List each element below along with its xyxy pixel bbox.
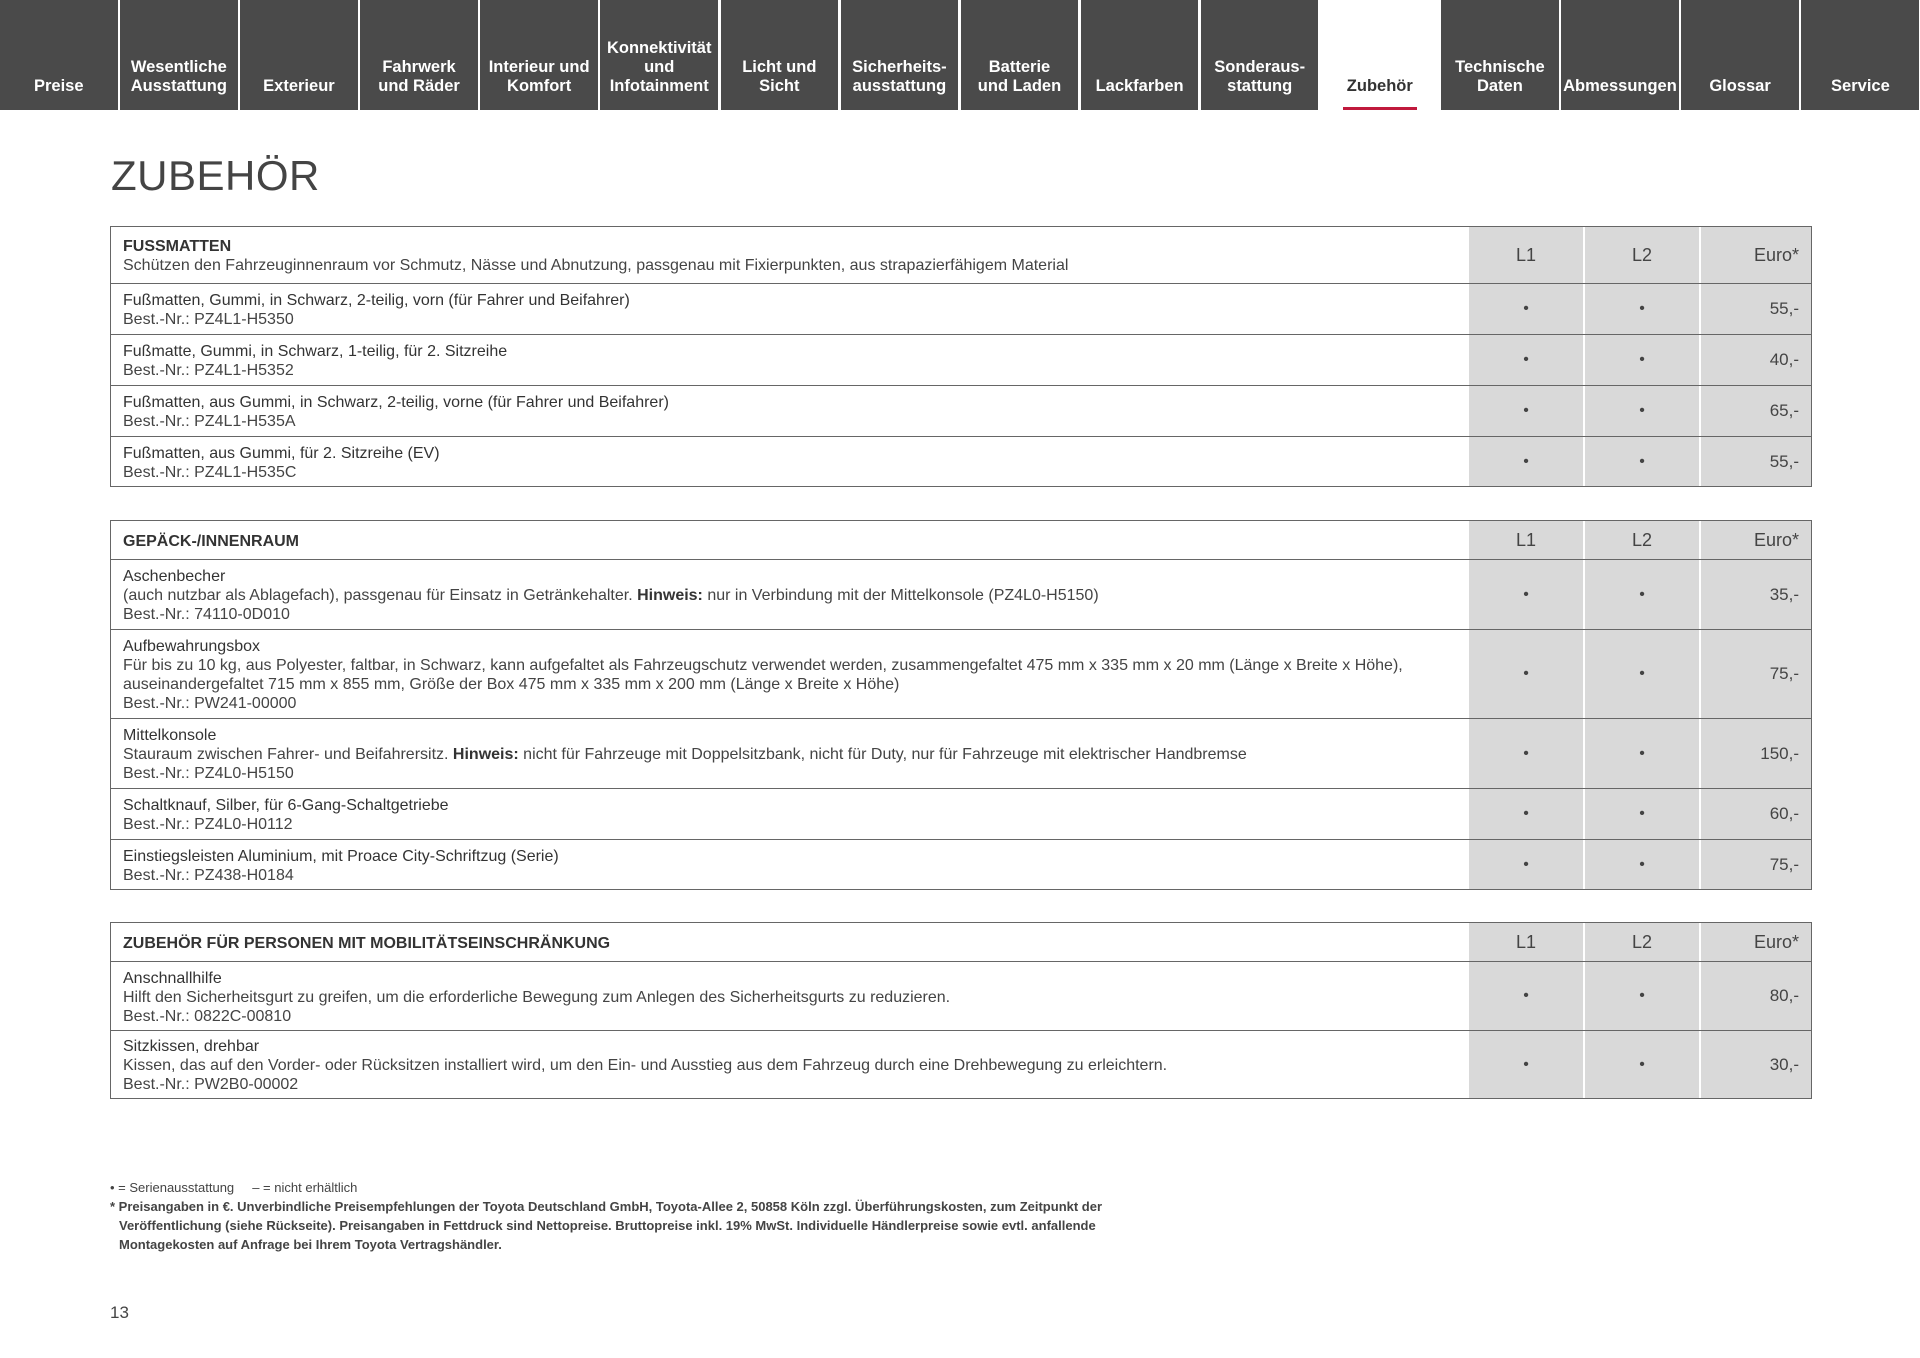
item-cell <box>111 560 1469 629</box>
l2-value: • <box>1585 1031 1699 1098</box>
item-description: Kissen, das auf den Vorder- oder Rücksitzen installiert wird, um den Ein- und Ausstieg aus dem Fahrzeug durch eine Drehbewegung zu erleichtern. <box>123 1057 1168 1074</box>
l1-value: • <box>1469 437 1583 486</box>
l2-value: • <box>1585 284 1699 334</box>
mobilitaet-table <box>110 922 1812 1099</box>
price-value: 150,- <box>1701 719 1811 788</box>
tab-label: Sonderaus- stattung <box>1214 58 1306 95</box>
col-euro: Euro* <box>1701 923 1811 961</box>
item-name: Mittelkonsole <box>123 727 217 744</box>
item-name: Fußmatten, aus Gummi, für 2. Sitzreihe (EV) <box>123 444 440 462</box>
item-name: Fußmatte, Gummi, in Schwarz, 1-teilig, für 2. Sitzreihe <box>123 343 508 360</box>
tab-label: Zubehör <box>1346 77 1413 95</box>
l1-value: • <box>1469 560 1583 629</box>
price-value: 75,- <box>1701 840 1811 889</box>
item-name: Aschenbecher <box>123 568 226 585</box>
l1-value: • <box>1469 335 1583 385</box>
l1-value: • <box>1469 284 1583 334</box>
item-cell <box>111 335 1469 385</box>
price-value: 55,- <box>1701 437 1811 486</box>
item-name: Fußmatten, Gummi, in Schwarz, 2-teilig, vorn (für Fahrer und Beifahrer) <box>123 292 630 309</box>
item-description: Für bis zu 10 kg, aus Polyester, faltbar, in Schwarz, kann aufgefaltet als Fahrzeugschutz verwendet werden, zusammengefaltet 475 mm x 335 mm x 20 mm (Länge x Breite x Höhe), auseinandergefaltet 715 mm x 855 mm, Größe der Box 475 mm x 335 mm x 200 mm (Länge x Breite x Höhe) <box>123 657 1403 693</box>
table-row <box>111 629 1811 718</box>
legend-note: • = Serienausstattung – = nicht erhältlich <box>110 1180 358 1195</box>
l2-value: • <box>1585 719 1699 788</box>
l1-value: • <box>1469 840 1583 889</box>
tab-label: Preise <box>33 77 84 95</box>
tab-label: Glossar <box>1709 77 1771 95</box>
tab-label: Service <box>1831 77 1890 95</box>
tab-sonderausstattung[interactable] <box>1201 0 1319 110</box>
item-name: Fußmatten, aus Gummi, in Schwarz, 2-teilig, vorne (für Fahrer und Beifahrer) <box>123 394 669 411</box>
tab-label: Licht und Sicht <box>742 58 817 95</box>
section-nav <box>0 0 1920 110</box>
price-value: 30,- <box>1701 1031 1811 1098</box>
price-value: 35,- <box>1701 560 1811 629</box>
item-description: Stauraum zwischen Fahrer- und Beifahrersitz. Hinweis: nicht für Fahrzeuge mit Doppelsitzbank, nicht für Duty, nur für Fahrzeuge mit elektrischer Handbremse <box>123 746 1247 763</box>
gepaeck-table <box>110 520 1812 890</box>
col-euro: Euro* <box>1701 521 1811 559</box>
tab-label: Fahrwerk und Räder <box>378 58 460 95</box>
l2-value: • <box>1585 335 1699 385</box>
item-part-number: Best.-Nr.: PZ4L0-H0112 <box>123 816 293 833</box>
table-header <box>111 227 1811 283</box>
tab-konnektivitaet[interactable] <box>600 0 718 110</box>
table-row <box>111 718 1811 788</box>
tab-label: Lackfarben <box>1095 77 1184 95</box>
item-part-number: Best.-Nr.: PZ4L1-H535C <box>123 463 297 481</box>
table-row <box>111 839 1811 889</box>
table-row <box>111 385 1811 436</box>
section-title: FUSSMATTEN <box>123 238 232 255</box>
item-cell <box>111 962 1469 1030</box>
table-header <box>111 923 1811 961</box>
col-l1: L1 <box>1469 521 1583 559</box>
header-cell <box>111 923 1469 961</box>
item-cell <box>111 386 1469 436</box>
section-subtitle: Schützen den Fahrzeuginnenraum vor Schmutz, Nässe und Abnutzung, passgenau mit Fixierpunkten, aus strapazierfähigem Material <box>123 257 1069 274</box>
item-part-number: Best.-Nr.: 74110-0D010 <box>123 606 290 623</box>
tab-label: Abmessungen <box>1563 77 1677 95</box>
tab-label: Interieur und Komfort <box>488 58 590 95</box>
table-row <box>111 334 1811 385</box>
tab-lackfarben[interactable] <box>1081 0 1199 110</box>
l1-value: • <box>1469 630 1583 718</box>
tab-label: Exterieur <box>263 77 335 95</box>
price-value: 55,- <box>1701 284 1811 334</box>
table-header <box>111 521 1811 559</box>
price-value: 75,- <box>1701 630 1811 718</box>
item-description: (auch nutzbar als Ablagefach), passgenau für Einsatz in Getränkehalter. Hinweis: nur in Verbindung mit der Mittelkonsole (PZ4L0-H5150) <box>123 587 1099 604</box>
fussmatten-table <box>110 226 1812 487</box>
tab-licht-und-sicht[interactable] <box>721 0 839 110</box>
l1-value: • <box>1469 789 1583 839</box>
col-l1: L1 <box>1469 923 1583 961</box>
page-number: 13 <box>110 1303 129 1322</box>
table-row <box>111 788 1811 839</box>
item-name: Anschnallhilfe <box>123 969 222 987</box>
price-value: 40,- <box>1701 335 1811 385</box>
l1-value: • <box>1469 1031 1583 1098</box>
table-row <box>111 961 1811 1030</box>
tab-fahrwerk[interactable] <box>360 0 478 110</box>
item-cell <box>111 840 1469 889</box>
tab-batterie[interactable] <box>961 0 1079 110</box>
l2-value: • <box>1585 962 1699 1030</box>
item-cell <box>111 630 1469 718</box>
price-value: 80,- <box>1701 962 1811 1030</box>
item-part-number: Best.-Nr.: PW241-00000 <box>123 695 297 712</box>
price-value: 60,- <box>1701 789 1811 839</box>
tab-label: Wesentliche Ausstattung <box>130 58 227 95</box>
section-title: ZUBEHÖR FÜR PERSONEN MIT MOBILITÄTSEINSCHRÄNKUNG <box>123 934 611 952</box>
tab-abmessungen[interactable] <box>1561 0 1679 110</box>
item-part-number: Best.-Nr.: 0822C-00810 <box>123 1007 292 1025</box>
col-l2: L2 <box>1585 923 1699 961</box>
item-part-number: Best.-Nr.: PZ4L1-H535A <box>123 413 296 430</box>
table-row <box>111 1030 1811 1098</box>
l2-value: • <box>1585 560 1699 629</box>
item-part-number: Best.-Nr.: PW2B0-00002 <box>123 1076 299 1093</box>
table-row <box>111 436 1811 486</box>
table-row <box>111 283 1811 334</box>
item-cell <box>111 789 1469 839</box>
item-cell <box>111 437 1469 486</box>
price-note: * Preisangaben in €. Unverbindliche Preisempfehlungen der Toyota Deutschland GmbH, Toyota-Allee 2, 50858 Köln zzgl. Überführungskosten, zum Zeitpunkt der Veröffentlichung (siehe Rückseite). Preisangaben in Fettdruck sind Nettopreise. Bruttopreise inkl. 19% MwSt. Individuelle Händlerpreise sowie evtl. anfallende Montagekosten auf Anfrage bei Ihrem Toyota Vertragshändler. <box>110 1199 1103 1252</box>
header-cell <box>111 227 1469 283</box>
l1-value: • <box>1469 386 1583 436</box>
col-l1: L1 <box>1469 227 1583 283</box>
tab-technische-daten[interactable] <box>1441 0 1559 110</box>
col-euro: Euro* <box>1701 227 1811 283</box>
tab-exterieur[interactable] <box>240 0 358 110</box>
item-name: Einstiegsleisten Aluminium, mit Proace City-Schriftzug (Serie) <box>123 847 559 865</box>
col-l2: L2 <box>1585 521 1699 559</box>
item-name: Schaltknauf, Silber, für 6-Gang-Schaltgetriebe <box>123 797 449 814</box>
l1-value: • <box>1469 719 1583 788</box>
item-cell <box>111 1031 1469 1098</box>
l1-value: • <box>1469 962 1583 1030</box>
l2-value: • <box>1585 386 1699 436</box>
tab-zubehoer[interactable] <box>1321 0 1439 110</box>
tab-glossar[interactable] <box>1681 0 1799 110</box>
tab-label: Sicherheits- ausstattung <box>852 58 947 95</box>
item-part-number: Best.-Nr.: PZ438-H0184 <box>123 866 294 884</box>
item-name: Sitzkissen, drehbar <box>123 1038 260 1055</box>
l2-value: • <box>1585 789 1699 839</box>
item-part-number: Best.-Nr.: PZ4L0-H5150 <box>123 765 294 782</box>
tab-sicherheitsausstattung[interactable] <box>841 0 959 110</box>
header-cell <box>111 521 1469 559</box>
l2-value: • <box>1585 630 1699 718</box>
l2-value: • <box>1585 840 1699 889</box>
tab-wesentliche-ausstattung[interactable] <box>120 0 238 110</box>
tab-interieur[interactable] <box>480 0 598 110</box>
tab-label: Konnektivität und Infotainment <box>606 39 712 95</box>
price-value: 65,- <box>1701 386 1811 436</box>
tab-service[interactable] <box>1801 0 1919 110</box>
tab-label: Batterie und Laden <box>977 58 1062 95</box>
l2-value: • <box>1585 437 1699 486</box>
footnotes <box>110 1178 1110 1254</box>
item-part-number: Best.-Nr.: PZ4L1-H5352 <box>123 362 294 379</box>
item-part-number: Best.-Nr.: PZ4L1-H5350 <box>123 311 294 328</box>
table-row <box>111 559 1811 629</box>
tab-label: Technische Daten <box>1455 58 1545 95</box>
item-cell <box>111 284 1469 334</box>
item-cell <box>111 719 1469 788</box>
item-name: Aufbewahrungsbox <box>123 638 260 655</box>
item-description: Hilft den Sicherheitsgurt zu greifen, um die erforderliche Bewegung zum Anlegen des Sicherheitsgurts zu reduzieren. <box>123 988 951 1006</box>
section-title: GEPÄCK-/INNENRAUM <box>123 532 299 550</box>
page-title: ZUBEHÖR <box>111 152 320 199</box>
col-l2: L2 <box>1585 227 1699 283</box>
tab-preise[interactable] <box>0 0 118 110</box>
